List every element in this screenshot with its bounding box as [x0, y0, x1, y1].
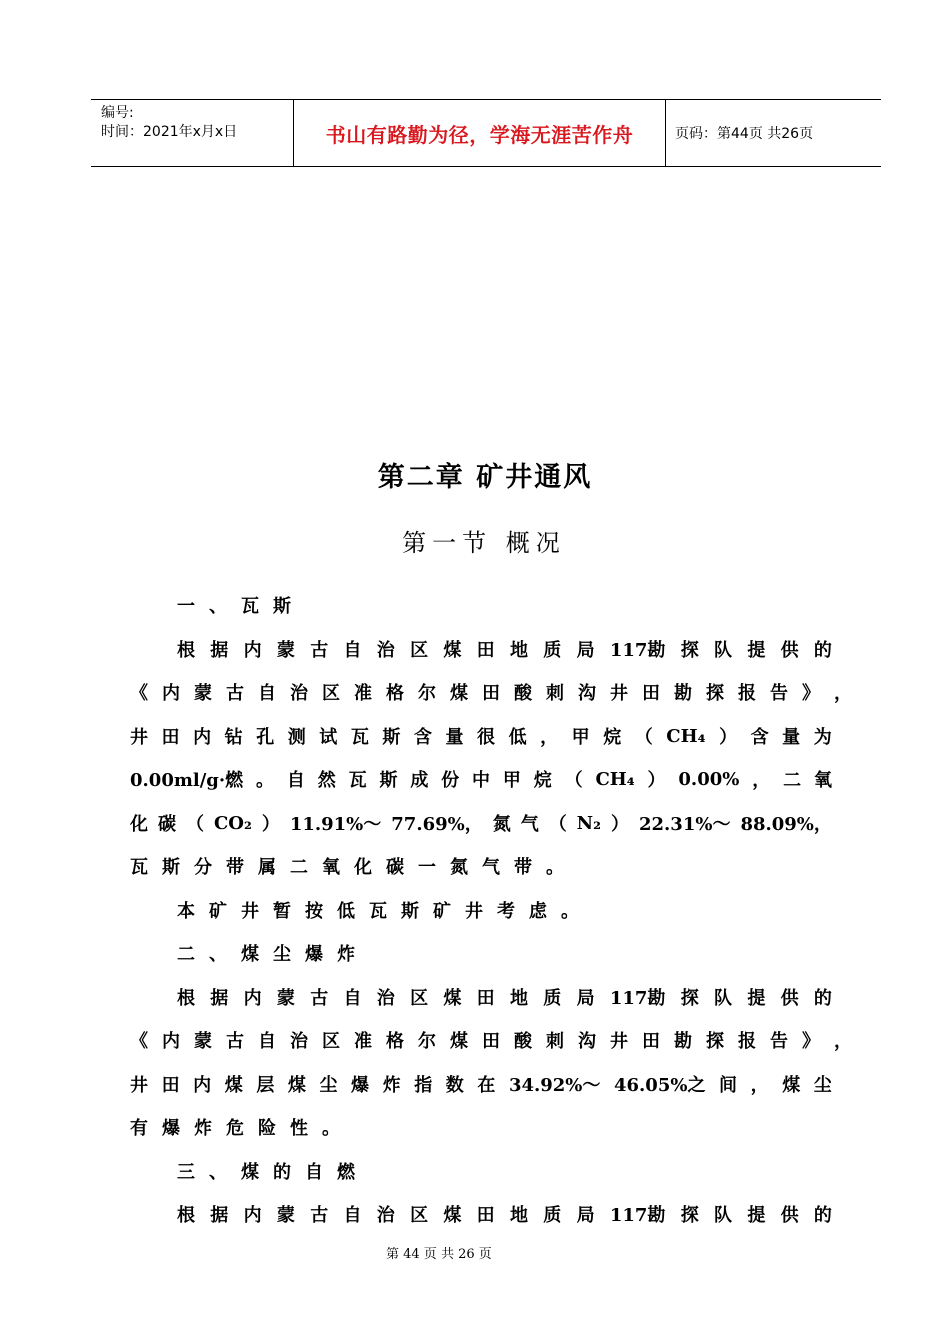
chapter-title: 第二章 矿井通风 [377, 462, 593, 493]
page-header [91, 99, 881, 167]
body-line: 根 据 内 蒙 古 自 治 区 煤 田 地 质 局 117勘 探 队 提 供 的 [177, 1205, 832, 1226]
time-label: 时间：2021年x月x日 [101, 124, 238, 140]
body-line: 0.00ml/g·燃 。 自 然 瓦 斯 成 份 中 甲 烷 （ CH₄ ） 0.00% ， 二 氧 [130, 768, 832, 791]
body-line: 三 、 煤 的 自 燃 [177, 1162, 355, 1183]
body-line: 《 内 蒙 古 自 治 区 准 格 尔 煤 田 酸 刺 沟 井 田 勘 探 报 告 》 ， [130, 683, 852, 704]
body-line: 根 据 内 蒙 古 自 治 区 煤 田 地 质 局 117勘 探 队 提 供 的 [177, 988, 832, 1009]
header-page-info: 页码：第44页 共26页 [675, 126, 814, 142]
header-meta [91, 100, 293, 166]
section-title: 第一节 概况 [402, 529, 566, 557]
body-line: 化 碳 （ CO₂ ） 11.91%～ 77.69%， 氮 气 （ N₂ ） 22.31%～ 88.09%， [130, 812, 832, 835]
body-line: 本 矿 井 暂 按 低 瓦 斯 矿 井 考 虑 。 [177, 901, 579, 922]
body-line: 井 田 内 钻 孔 测 试 瓦 斯 含 量 很 低 ， 甲 烷 （ CH₄ ） 含 量 为 [130, 725, 832, 748]
body-line: 井 田 内 煤 层 煤 尘 爆 炸 指 数 在 34.92%～ 46.05%之 间 ， 煤 尘 [130, 1075, 832, 1096]
body-line: 二 、 煤 尘 爆 炸 [177, 944, 355, 965]
body-line: 《 内 蒙 古 自 治 区 准 格 尔 煤 田 酸 刺 沟 井 田 勘 探 报 告 》 ， [130, 1031, 852, 1052]
page-footer: 第 44 页 共 26 页 [386, 1247, 492, 1262]
body-line: 瓦 斯 分 带 属 二 氧 化 碳 一 氮 气 带 。 [130, 857, 564, 878]
header-motto: 书山有路勤为径，学海无涯苦作舟 [293, 100, 666, 166]
body-line: 根 据 内 蒙 古 自 治 区 煤 田 地 质 局 117勘 探 队 提 供 的 [177, 640, 832, 661]
body-line: 一 、 瓦 斯 [177, 596, 291, 617]
number-label: 编号: [101, 105, 134, 121]
body-line: 有 爆 炸 危 险 性 。 [130, 1118, 340, 1139]
